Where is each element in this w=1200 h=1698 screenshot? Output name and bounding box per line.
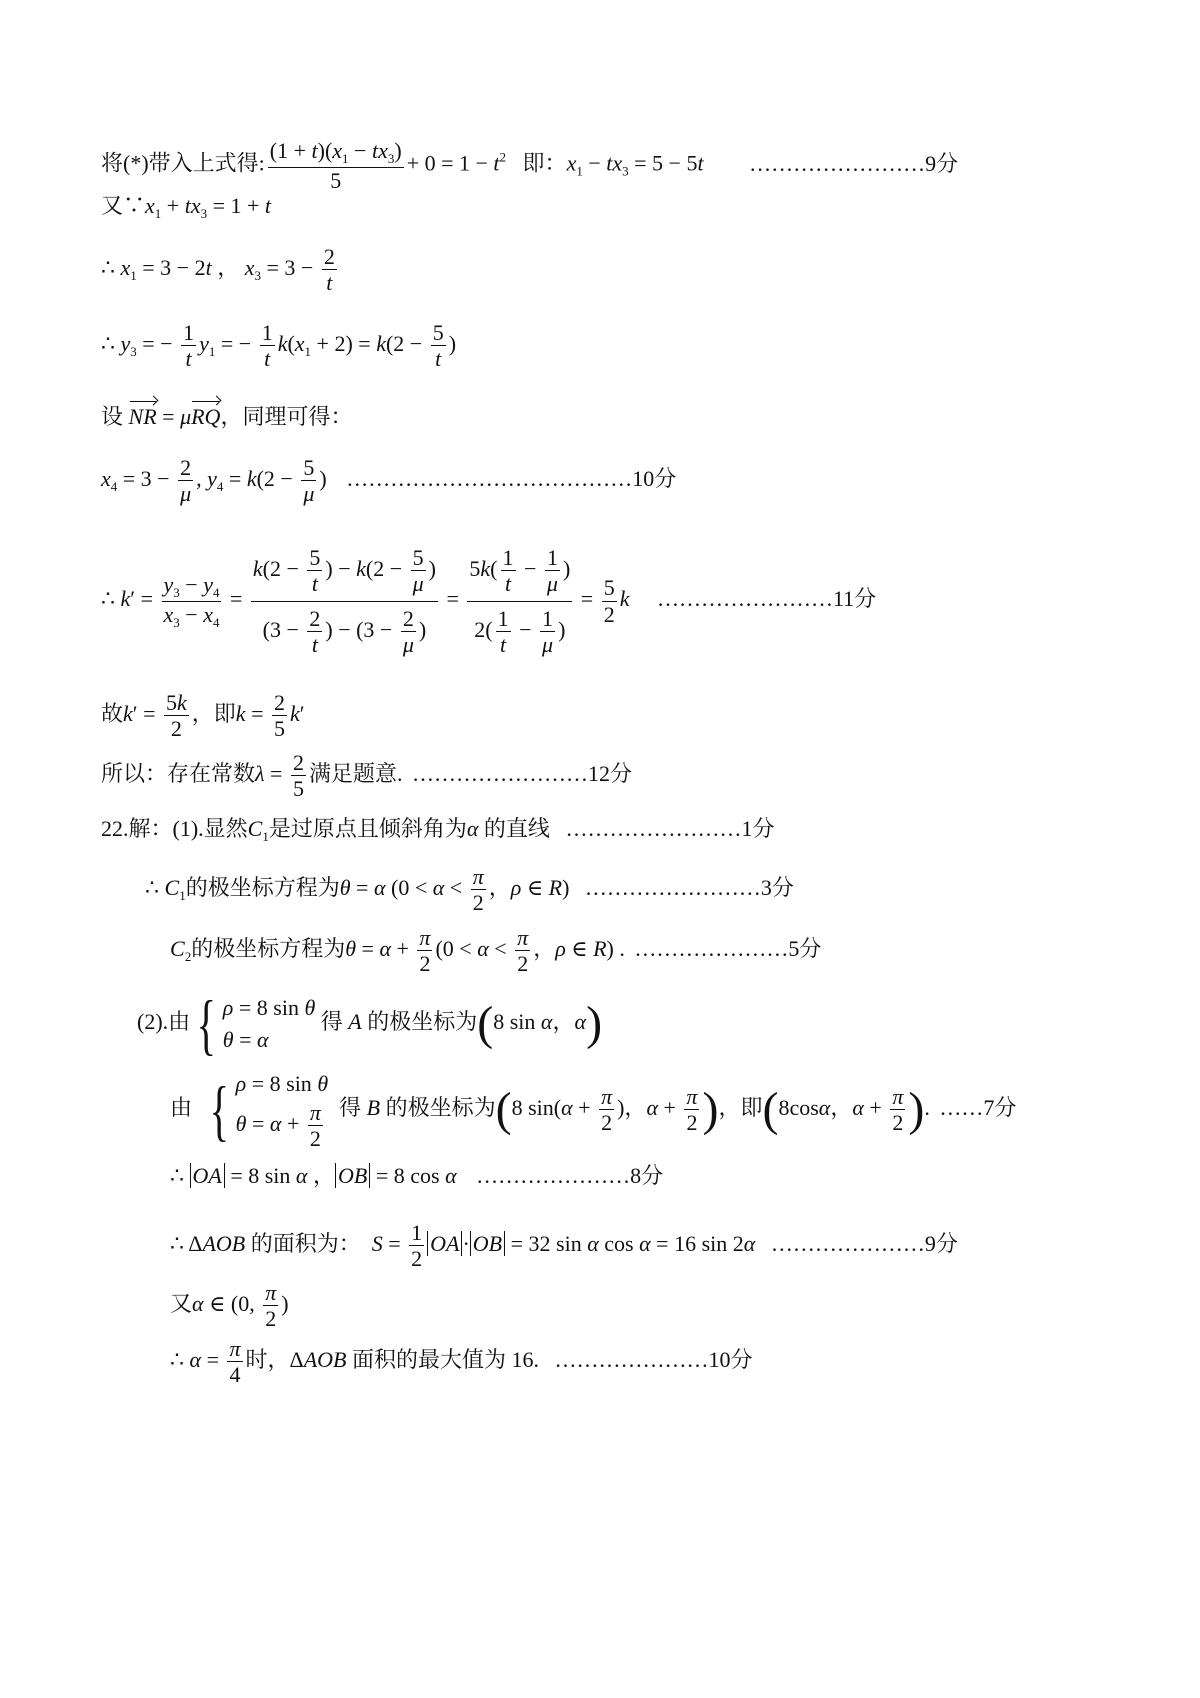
q22-line-1: 22.解：(1).显然$C_1$是过原点且倾斜角为α 的直线 ……………………1分: [101, 816, 775, 844]
score-mark: …………………9分: [770, 1230, 958, 1256]
q22-range: 又α ∈ (0, $\frac{\pi}{2}$ ): [170, 1280, 289, 1332]
brace: {: [196, 986, 217, 1062]
line-vector: 设 NR = μRQ，同理可得：: [101, 404, 353, 429]
line-relation: 故k′ = $\frac{5k}{2}$ ，即k = $\frac{2}{5}$ k′: [101, 690, 305, 742]
score-mark: ……………………12分: [411, 760, 632, 786]
score-mark: ……………………9分: [749, 150, 959, 176]
line-sum: 又$\because x_1 + tx_3 = 1 + t$: [101, 193, 272, 221]
line-x4-y4: $x_4 = 3$ − $\frac{2}{\mu}$ , $y_4 = k(2$ − $\frac{5}{\mu}$ ) …………………………………10分: [101, 455, 677, 507]
line-k-prime: ∴ k′ = $\frac{y_3 - y_4}{x_3 - x_4}$ = k(2 − $\frac{5}{t}$ ) − k(2 − $\frac{5}{\mu}$ ) (3 − $\frac{2}{t}$ ) − (3 − $\frac{2}{\mu}$ ) = 5k( $\frac{1}{t}$ − $\frac{1}{\mu}$ ) 2( $\frac{1}{t}$ − $\frac{1}{\mu}$ ) = $\frac{5}{2}$ k ……………………11分: [101, 545, 877, 657]
brace: {: [209, 1071, 230, 1148]
q22-part2-point-b: 由 { ρ = 8 sin θ θ = α + $\frac{\pi}{2}$ 得 B 的极坐标为(8 sin(α + $\frac{\pi}{2}$ )，α + $\frac{\pi}{2}$ )，即(8cosα，α + $\frac{\pi}{2}$ ). ……7分: [170, 1071, 1017, 1152]
q22-part2-point-a: (2).由{ ρ = 8 sin θ θ = α 得 A 的极坐标为(8 sin α，α): [137, 986, 603, 1062]
q22-line-3: $C_2$的极坐标方程为θ = α + $\frac{\pi}{2}$ (0 < α < $\frac{\pi}{2}$ ，ρ ∈ R) . …………………5分: [170, 925, 822, 977]
score-mark: ……………………11分: [656, 586, 877, 612]
line-x1-x3: ∴ $x_1 = 3 - 2t$ ， $x_3 = 3$ − $\frac{2}{t}$: [101, 244, 335, 296]
line-y3: ∴ $y_3$ = − $\frac{1}{t}$ $y_1$ = − $\frac{1}{t}$ $k(x_1 + 2) = k(2$ − $\frac{5}{t}$ ): [101, 320, 457, 372]
line-substitution: 将(*)带入上式得: $\frac{(1 + t)(x_1 - tx_3)}{5}$ + $0 = 1 - t^2$ 即：$x_1 - tx_3 = 5 - 5t$ ……………………9分: [101, 138, 959, 193]
q22-oa-ob: ∴ OA = 8 sin α ， OB = 8 cos α …………………8分: [170, 1163, 664, 1188]
line-conclusion: 所以：存在常数λ = $\frac{2}{5}$ 满足题意. ……………………12分: [101, 750, 632, 802]
score-mark: …………………8分: [476, 1163, 664, 1188]
score-mark: …………………10分: [554, 1346, 753, 1372]
q22-area: ∴ ΔAOB 的面积为： S = $\frac{1}{2}$ OA · OB = 32 sin α cos α = 16 sin 2α …………………9分: [170, 1220, 958, 1272]
score-mark: …………………5分: [634, 935, 822, 961]
q22-max: ∴ α = $\frac{\pi}{4}$ 时，ΔAOB 面积的最大值为 16. …………………10分: [170, 1336, 753, 1388]
score-mark: ……………………3分: [584, 874, 794, 900]
score-mark: …………………………………10分: [346, 465, 677, 491]
q22-line-2: ∴ $C_1$的极坐标方程为θ = α (0 < α < $\frac{\pi}{2}$ ，ρ ∈ R) ……………………3分: [145, 864, 794, 916]
fraction: $\frac{(1 + t)(x_1 - tx_3)}{5}$: [269, 138, 402, 193]
score-mark: ……7分: [939, 1094, 1017, 1120]
score-mark: ……………………1分: [565, 816, 775, 841]
